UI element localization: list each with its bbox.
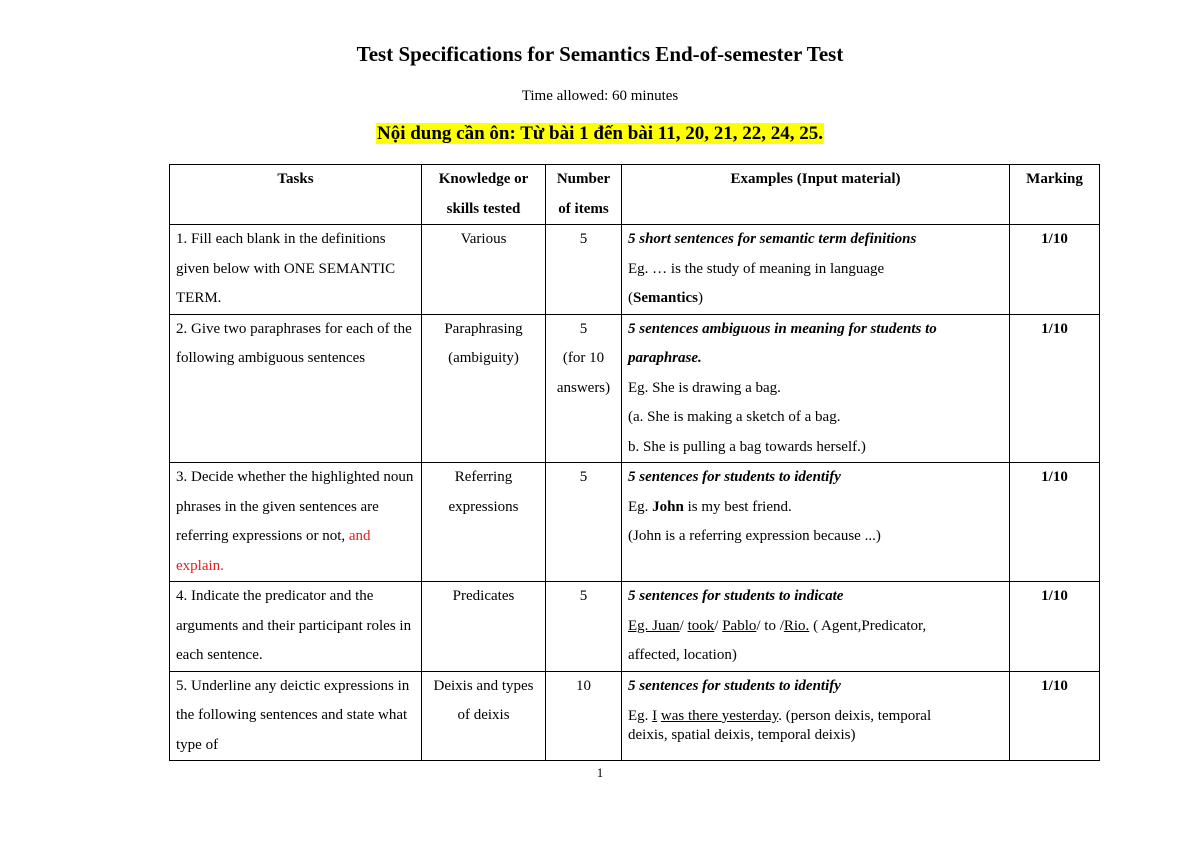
marking-cell: 1/10 [1010, 314, 1100, 463]
example-line: Eg. Juan/ took/ Pablo/ to /Rio. ( Agent,Predicator, [628, 617, 927, 634]
examples-cell [622, 463, 1010, 582]
knowledge-cell: Referring expressions [422, 463, 546, 582]
example-line: affected, location) [628, 647, 737, 663]
task-cell: 2. Give two paraphrases for each of the following ambiguous sentences [170, 314, 422, 463]
table-row [170, 671, 1100, 761]
document-title: Test Specifications for Semantics End-of-semester Test [356, 42, 844, 66]
task-cell: 4. Indicate the predicator and the arguments and their participant roles in each sentence. [170, 582, 422, 672]
marking-cell: 1/10 [1010, 225, 1100, 315]
header-examples: Examples (Input material) [622, 165, 1010, 225]
knowledge-cell: Paraphrasing (ambiguity) [422, 314, 546, 463]
table-row [170, 225, 1100, 315]
example-title: 5 short sentences for semantic term definitions [628, 231, 917, 247]
page-number: 1 [596, 765, 604, 780]
marking-cell: 1/10 [1010, 671, 1100, 761]
example-title: 5 sentences for students to identify [628, 677, 841, 694]
number-cell: 5 (for 10 answers) [546, 314, 622, 463]
task-red-note: and explain. [176, 528, 371, 574]
example-title: 5 sentences for students to identify [628, 469, 841, 485]
task-cell: 3. Decide whether the highlighted noun phrases in the given sentences are referring expressions or not, and explain. [170, 463, 422, 582]
marking-cell: 1/10 [1010, 463, 1100, 582]
table-row [170, 582, 1100, 672]
example-line: Eg. … is the study of meaning in language [628, 260, 885, 277]
specification-table [169, 164, 1100, 761]
table-row [170, 463, 1100, 582]
knowledge-cell: Deixis and types of deixis [422, 671, 546, 761]
number-cell: 5 [546, 582, 622, 672]
knowledge-cell: Predicates [422, 582, 546, 672]
header-knowledge: Knowledge or skills tested [422, 165, 546, 225]
number-cell: 5 [546, 225, 622, 315]
knowledge-cell: Various [422, 225, 546, 315]
number-cell: 10 [546, 671, 622, 761]
examples-cell [622, 314, 1010, 463]
task-cell: 1. Fill each blank in the definitions given below with ONE SEMANTIC TERM. [170, 225, 422, 315]
example-line: Eg. I was there yesterday. (person deixis, temporal [628, 708, 932, 724]
example-line: (a. She is making a sketch of a bag. [628, 409, 841, 425]
header-number: Number of items [546, 165, 622, 225]
example-title: 5 sentences ambiguous in meaning for students to paraphrase. [628, 320, 937, 366]
example-line: (Semantics) [628, 290, 703, 306]
examples-cell [622, 225, 1010, 315]
examples-cell [622, 582, 1010, 672]
time-allowed: Time allowed: 60 minutes [521, 88, 679, 104]
table-header-row [170, 165, 1100, 225]
review-note-highlight: Nội dung cần ôn: Từ bài 1 đến bài 11, 20, 21, 22, 24, 25. [376, 123, 824, 144]
header-marking: Marking [1010, 165, 1100, 225]
example-line: (John is a referring expression because ...) [628, 528, 881, 544]
example-line: deixis, spatial deixis, temporal deixis) [628, 727, 856, 743]
header-tasks: Tasks [170, 165, 422, 225]
example-title: 5 sentences for students to indicate [628, 588, 844, 604]
example-line: Eg. She is drawing a bag. [628, 379, 781, 396]
examples-cell [622, 671, 1010, 761]
number-cell: 5 [546, 463, 622, 582]
task-cell: 5. Underline any deictic expressions in the following sentences and state what type of [170, 671, 422, 761]
marking-cell: 1/10 [1010, 582, 1100, 672]
table-row [170, 314, 1100, 463]
example-line: b. She is pulling a bag towards herself.) [628, 438, 866, 455]
review-note [0, 123, 1200, 145]
example-line: Eg. John is my best friend. [628, 498, 792, 515]
